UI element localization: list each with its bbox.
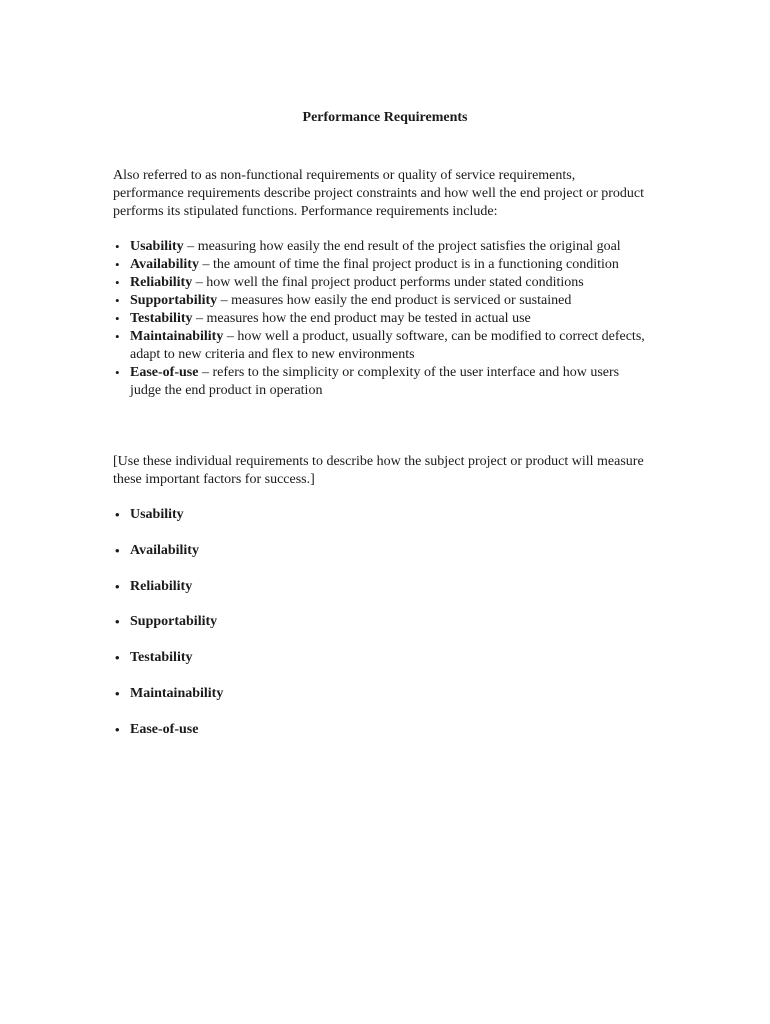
list-item [113, 274, 648, 292]
requirements-list [113, 506, 648, 757]
bullet-icon: • [115, 507, 120, 522]
bullet-icon: • [115, 365, 120, 380]
list-item [113, 292, 648, 310]
bullet-icon: • [115, 650, 120, 666]
requirement-item [113, 506, 648, 524]
bullet-icon: • [115, 329, 120, 344]
requirement-label: Testability [130, 650, 193, 666]
definition-term: Maintainability [130, 329, 224, 344]
bullet-icon: • [115, 293, 120, 308]
list-item [113, 328, 648, 364]
bullet-icon: • [115, 257, 120, 272]
definition-text: – how well a product, usually software, can be modified to correct defects, adapt to new criteria and flex to new environments [130, 329, 645, 362]
definition-list [113, 238, 648, 400]
definition-text: – measures how the end product may be tested in actual use [192, 311, 531, 326]
definition-term: Ease-of-use [130, 365, 199, 380]
definition-term: Usability [130, 239, 184, 254]
definition-text: – measuring how easily the end result of the project satisfies the original goal [183, 239, 621, 254]
definition-text: – measures how easily the end product is serviced or sustained [217, 293, 572, 308]
requirement-item [113, 613, 648, 631]
definition-term: Reliability [130, 275, 193, 290]
list-item [113, 238, 648, 256]
definition-text: – the amount of time the final project product is in a functioning condition [198, 257, 619, 272]
definition-term: Availability [130, 257, 199, 272]
requirement-label: Usability [130, 507, 184, 522]
requirement-label: Maintainability [130, 685, 224, 701]
page-title: Performance Requirements [302, 110, 468, 125]
bullet-icon: • [115, 721, 120, 737]
list-item [113, 256, 648, 274]
definition-text: – refers to the simplicity or complexity of the user interface and how users judge the end product in operation [130, 365, 620, 398]
list-item [113, 364, 648, 400]
bullet-icon: • [115, 542, 120, 558]
intro-paragraph: Also referred to as non-functional requirements or quality of service requirements, performance requirements describe project constraints and how well the end project or product performs its stipulated functions. Performance requirements include: [113, 168, 645, 219]
bullet-icon: • [115, 685, 120, 701]
requirement-item [113, 685, 648, 703]
bullet-icon: • [115, 614, 120, 630]
bullet-icon: • [115, 311, 120, 326]
requirement-item [113, 649, 648, 667]
requirement-item [113, 542, 648, 560]
definition-text: – how well the final project product performs under stated conditions [192, 275, 584, 290]
bullet-icon: • [115, 578, 120, 594]
requirement-label: Availability [130, 542, 199, 558]
definition-term: Supportability [130, 293, 218, 308]
requirement-label: Supportability [130, 614, 218, 630]
list-item [113, 310, 648, 328]
requirement-label: Ease-of-use [130, 721, 199, 737]
bullet-icon: • [115, 239, 120, 254]
bullet-icon: • [115, 275, 120, 290]
requirement-item [113, 721, 648, 739]
requirement-label: Reliability [130, 578, 193, 594]
definition-term: Testability [130, 311, 193, 326]
instruction-note: [Use these individual requirements to describe how the subject project or product will measure these important factors for success.] [113, 454, 644, 487]
requirement-item [113, 578, 648, 596]
